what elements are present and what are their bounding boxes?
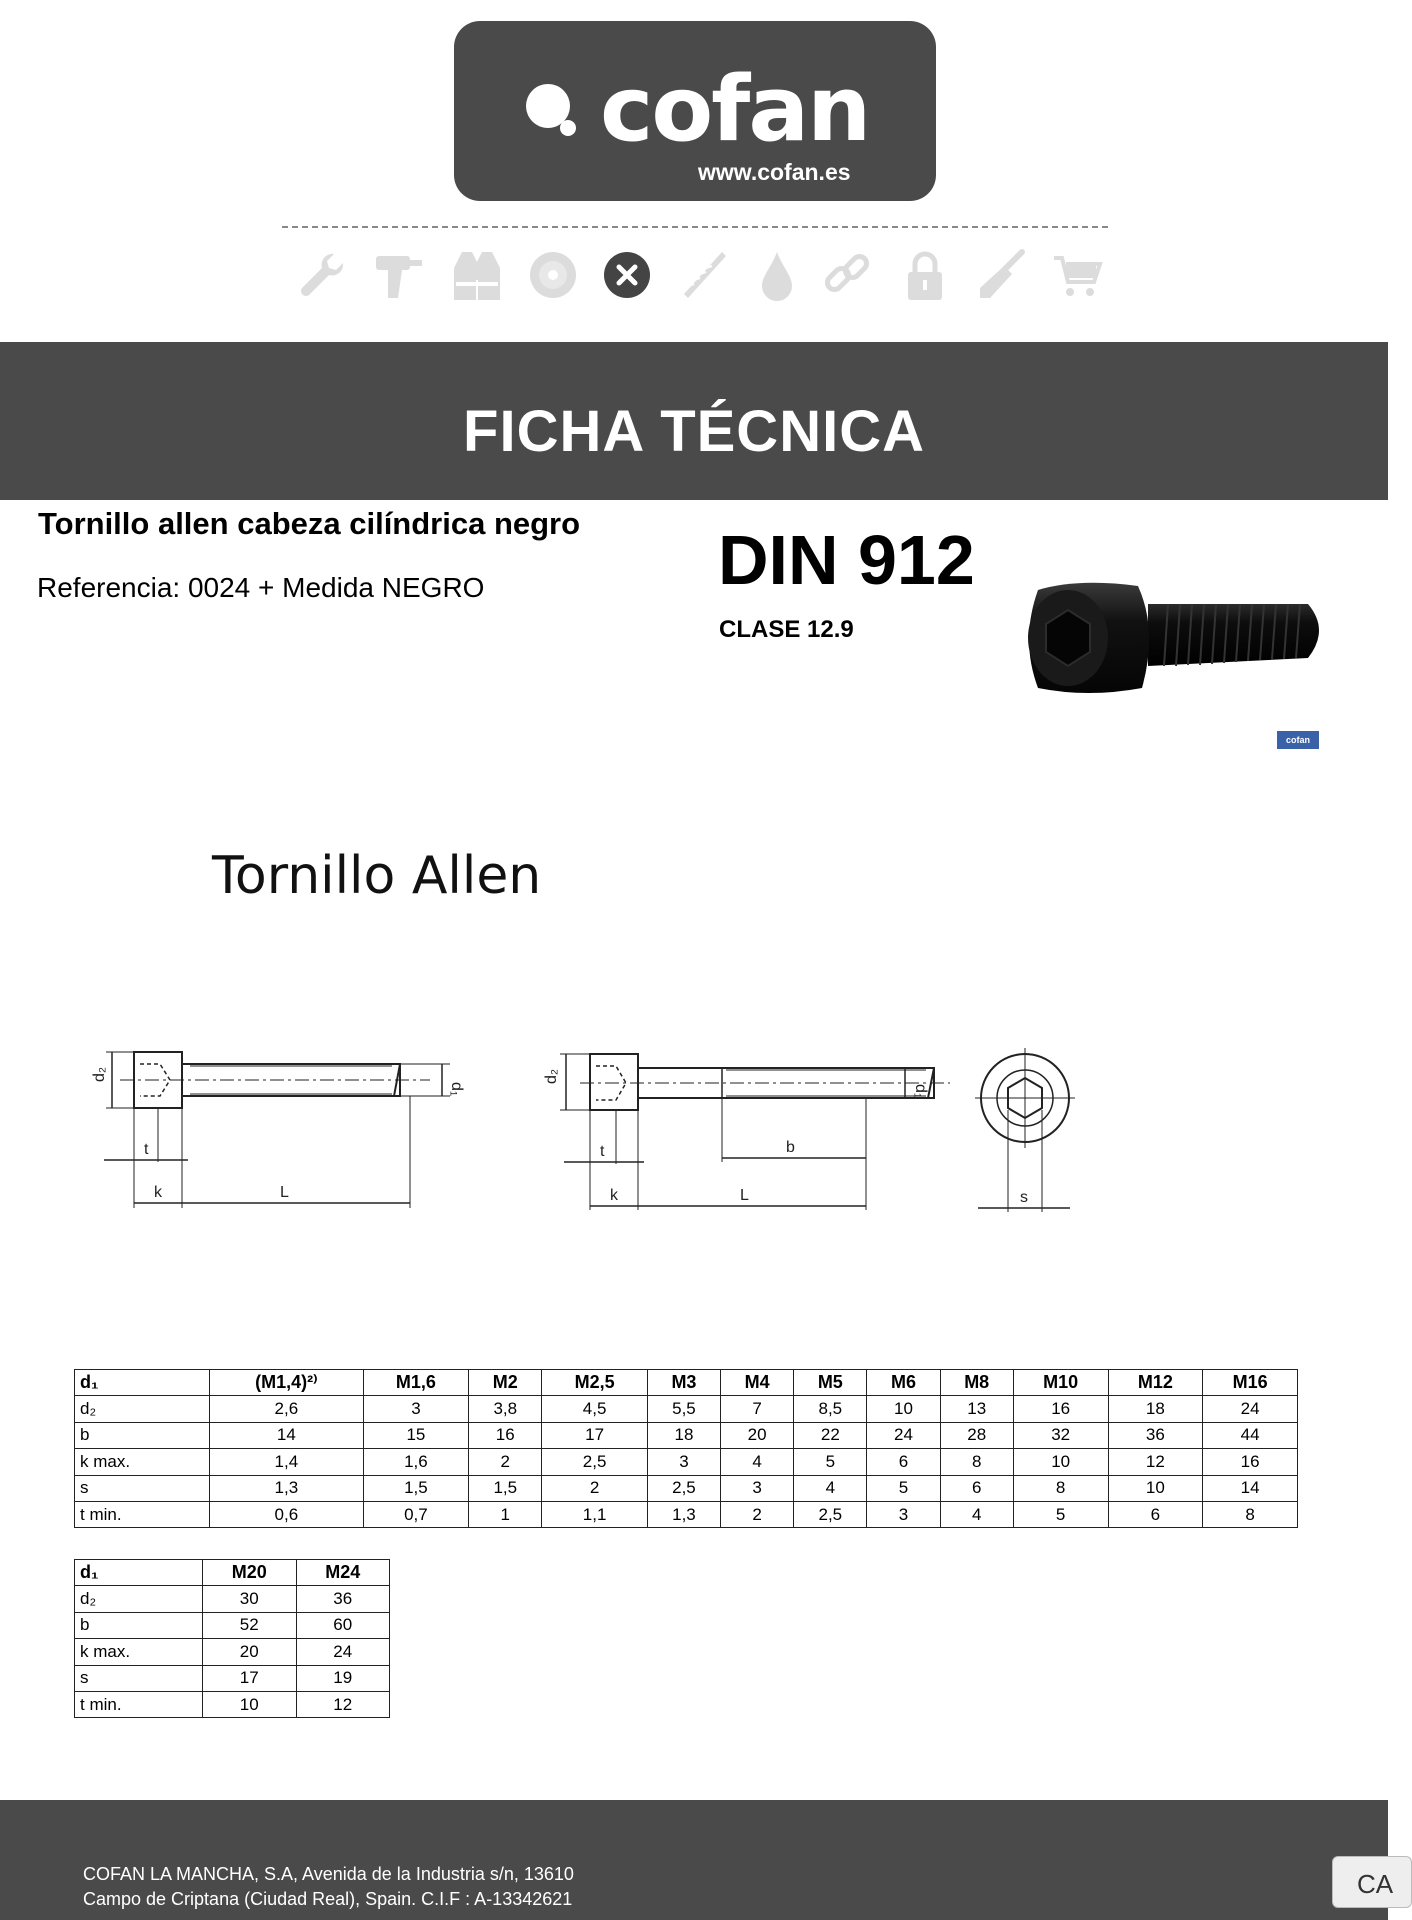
screw-product-image [1018, 580, 1318, 720]
table-cell: 5,5 [647, 1396, 720, 1422]
table-header-cell: M2 [469, 1370, 542, 1396]
product-name: Tornillo allen cabeza cilíndrica negro [38, 506, 581, 541]
drawing-2-labels [543, 1069, 929, 1204]
label-k: k [154, 1184, 162, 1201]
table-header-cell: M2,5 [542, 1370, 648, 1396]
table-cell: 5 [867, 1475, 940, 1501]
table-row-label: b [75, 1612, 203, 1638]
header-divider [282, 226, 1108, 228]
table-cell: 2,5 [647, 1475, 720, 1501]
table-row-label: k max. [75, 1449, 210, 1475]
table-header-cell: M6 [867, 1370, 940, 1396]
table-row [75, 1396, 1298, 1422]
table-cell: 10 [867, 1396, 940, 1422]
table-row [75, 1639, 390, 1665]
table-header-cell: M16 [1203, 1370, 1298, 1396]
label-b: b [786, 1139, 795, 1156]
category-icon-row [296, 244, 1096, 306]
section-title: Tornillo Allen [212, 846, 542, 906]
table-cell: 15 [363, 1422, 469, 1448]
table-cell: 5 [1013, 1501, 1108, 1527]
table-cell: 4,5 [542, 1396, 648, 1422]
table-cell: 24 [1203, 1396, 1298, 1422]
table-cell: 52 [203, 1612, 297, 1638]
drawing-1-labels [91, 1067, 465, 1201]
table-row-label: k max. [75, 1639, 203, 1665]
logo-word: cofan [600, 57, 870, 162]
dimensions-table-1 [74, 1369, 1298, 1528]
wrench-icon[interactable] [296, 248, 346, 302]
table-header-cell: M20 [203, 1560, 297, 1586]
product-standard: DIN 912 [718, 521, 975, 599]
table-cell: 36 [1108, 1422, 1203, 1448]
table-header-cell: M10 [1013, 1370, 1108, 1396]
product-reference: Referencia: 0024 + Medida NEGRO [37, 572, 485, 603]
table-cell: 28 [940, 1422, 1013, 1448]
footer-address-line-1: COFAN LA MANCHA, S.A, Avenida de la Industria s/n, 13610 [83, 1864, 574, 1884]
table-cell: 10 [1108, 1475, 1203, 1501]
table-cell: 17 [542, 1422, 648, 1448]
table-header-cell: d₁ [75, 1370, 210, 1396]
table-header-cell: M3 [647, 1370, 720, 1396]
table-cell: 1,4 [210, 1449, 364, 1475]
chain-icon[interactable] [822, 248, 872, 302]
table-cell: 2,6 [210, 1396, 364, 1422]
table-header-cell: M24 [296, 1560, 390, 1586]
cart-icon[interactable] [1052, 248, 1102, 302]
table-row [75, 1665, 390, 1691]
table-cell: 4 [721, 1449, 794, 1475]
logo-url: www.cofan.es [698, 159, 851, 185]
table-header-row [75, 1370, 1298, 1396]
table-header-cell: M8 [940, 1370, 1013, 1396]
drawing-screw-partial-thread [560, 1054, 950, 1210]
table-cell: 8 [940, 1449, 1013, 1475]
table-header-row [75, 1560, 390, 1586]
table-cell: 24 [296, 1639, 390, 1665]
label-t: t [144, 1141, 149, 1158]
table-cell: 3 [363, 1396, 469, 1422]
table-header-cell: M12 [1108, 1370, 1203, 1396]
table-cell: 0,7 [363, 1501, 469, 1527]
table-header-cell: M5 [794, 1370, 867, 1396]
anchor-icon[interactable] [678, 248, 728, 302]
table-cell: 2 [721, 1501, 794, 1527]
table-row [75, 1475, 1298, 1501]
table-row [75, 1586, 390, 1612]
padlock-icon[interactable] [900, 248, 950, 302]
table-header-cell: d₁ [75, 1560, 203, 1586]
table-cell: 3 [867, 1501, 940, 1527]
table-cell: 8,5 [794, 1396, 867, 1422]
table-cell: 8 [1013, 1475, 1108, 1501]
table-cell: 7 [721, 1396, 794, 1422]
table-header-cell: M4 [721, 1370, 794, 1396]
title-banner [0, 342, 1388, 500]
cofan-logo[interactable] [454, 21, 936, 201]
saw-blade-icon[interactable] [528, 248, 578, 302]
table-row-label: s [75, 1475, 210, 1501]
table-cell: 1,6 [363, 1449, 469, 1475]
table-cell: 1,3 [210, 1475, 364, 1501]
label-L-2: L [740, 1187, 749, 1204]
table-cell: 18 [1108, 1396, 1203, 1422]
table-row [75, 1691, 390, 1717]
label-d2-2: d₂ [543, 1068, 560, 1084]
table-row [75, 1422, 1298, 1448]
table-cell: 16 [1013, 1396, 1108, 1422]
table-cell: 20 [203, 1639, 297, 1665]
footer [0, 1800, 1388, 1920]
table-cell: 2 [469, 1449, 542, 1475]
table-cell: 60 [296, 1612, 390, 1638]
label-d2: d₂ [91, 1066, 108, 1082]
table-cell: 14 [1203, 1475, 1298, 1501]
image-badge: cofan [1277, 731, 1319, 749]
table-row [75, 1501, 1298, 1527]
drawing-screw-end-view [975, 1048, 1075, 1212]
table-cell: 1,3 [647, 1501, 720, 1527]
table-cell: 6 [867, 1449, 940, 1475]
table-cell: 13 [940, 1396, 1013, 1422]
table-header-cell: M1,6 [363, 1370, 469, 1396]
table-cell: 2,5 [794, 1501, 867, 1527]
table-cell: 24 [867, 1422, 940, 1448]
banner-title: FICHA TÉCNICA [463, 399, 925, 464]
vest-icon[interactable] [452, 248, 502, 302]
dimensions-table-2 [74, 1559, 390, 1718]
footer-button[interactable]: CA [1332, 1856, 1412, 1908]
table-cell: 17 [203, 1665, 297, 1691]
table-cell: 30 [203, 1586, 297, 1612]
label-s: s [1020, 1189, 1028, 1206]
table-cell: 4 [940, 1501, 1013, 1527]
table-cell: 12 [296, 1691, 390, 1717]
label-k-2: k [610, 1187, 618, 1204]
table-cell: 10 [203, 1691, 297, 1717]
table-cell: 19 [296, 1665, 390, 1691]
table-cell: 32 [1013, 1422, 1108, 1448]
logo-dot-icon [526, 84, 570, 128]
table-cell: 20 [721, 1422, 794, 1448]
table-row-label: t min. [75, 1691, 203, 1717]
table-row-label: t min. [75, 1501, 210, 1527]
table-row-label: b [75, 1422, 210, 1448]
table-cell: 1,1 [542, 1501, 648, 1527]
table-cell: 1,5 [469, 1475, 542, 1501]
table-cell: 36 [296, 1586, 390, 1612]
table-cell: 14 [210, 1422, 364, 1448]
screw-technical-drawings [70, 1040, 1090, 1222]
table-cell: 3,8 [469, 1396, 542, 1422]
table-cell: 1,5 [363, 1475, 469, 1501]
footer-address-line-2: Campo de Criptana (Ciudad Real), Spain. C.I.F : A-13342621 [83, 1889, 573, 1909]
table-cell: 6 [1108, 1501, 1203, 1527]
table-cell: 12 [1108, 1449, 1203, 1475]
product-class: CLASE 12.9 [719, 616, 854, 643]
table-cell: 16 [1203, 1449, 1298, 1475]
table-cell: 3 [647, 1449, 720, 1475]
table-cell: 6 [940, 1475, 1013, 1501]
screw-selected-icon[interactable] [602, 248, 652, 302]
label-t-2: t [600, 1143, 605, 1160]
table-cell: 2,5 [542, 1449, 648, 1475]
trowel-icon[interactable] [976, 248, 1026, 302]
label-d1: d₁ [448, 1082, 465, 1097]
label-d1-2: d₁ [912, 1084, 929, 1099]
table-cell: 16 [469, 1422, 542, 1448]
table-row-label: d₂ [75, 1396, 210, 1422]
table-cell: 8 [1203, 1501, 1298, 1527]
table-cell: 18 [647, 1422, 720, 1448]
table-row-label: d₂ [75, 1586, 203, 1612]
table-cell: 10 [1013, 1449, 1108, 1475]
table-cell: 2 [542, 1475, 648, 1501]
table-cell: 3 [721, 1475, 794, 1501]
table-row [75, 1612, 390, 1638]
table-cell: 4 [794, 1475, 867, 1501]
table-cell: 22 [794, 1422, 867, 1448]
table-cell: 5 [794, 1449, 867, 1475]
drill-icon[interactable] [374, 248, 424, 302]
table-row [75, 1449, 1298, 1475]
label-L: L [280, 1184, 289, 1201]
drop-icon[interactable] [752, 248, 802, 302]
table-row-label: s [75, 1665, 203, 1691]
table-header-cell: (M1,4)²⁾ [210, 1370, 364, 1396]
table-cell: 44 [1203, 1422, 1298, 1448]
table-cell: 0,6 [210, 1501, 364, 1527]
table-cell: 1 [469, 1501, 542, 1527]
